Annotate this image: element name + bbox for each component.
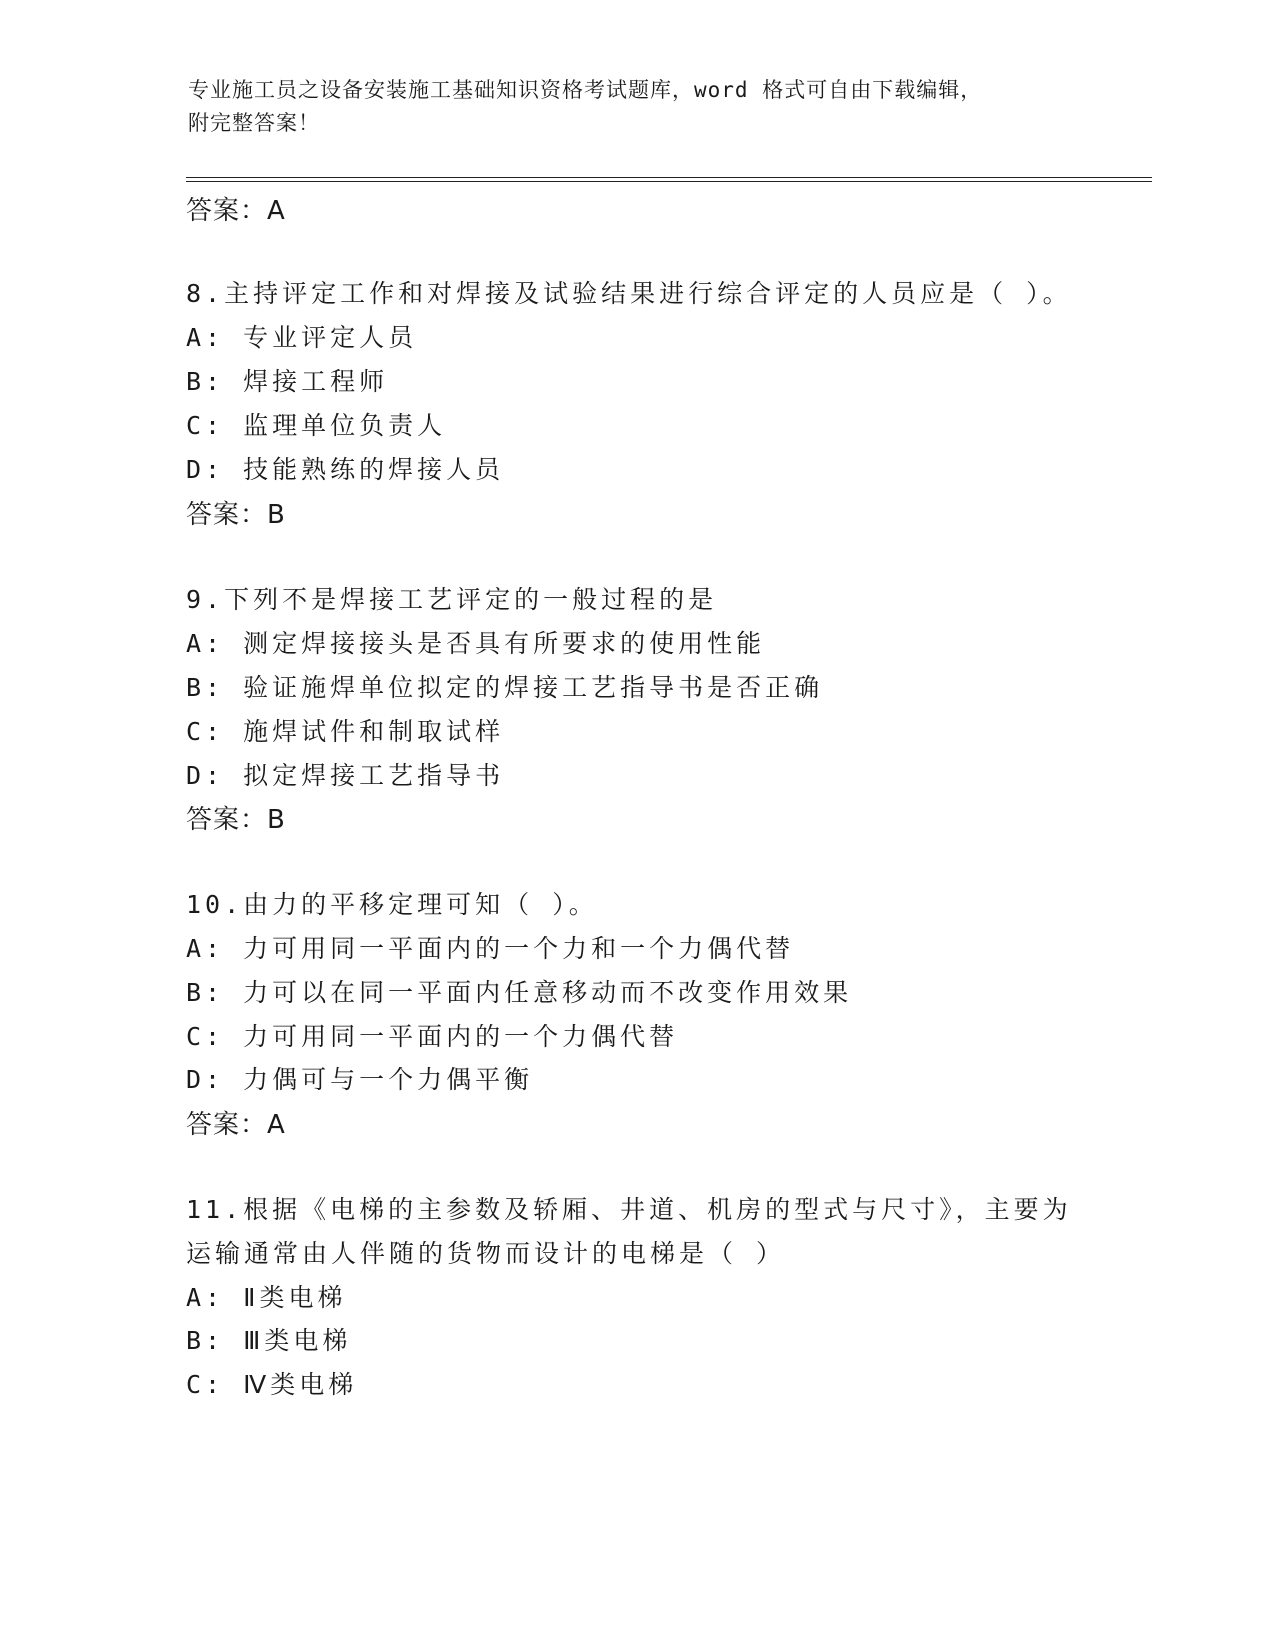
option-a: A: 力可用同一平面内的一个力和一个力偶代替 (186, 934, 795, 963)
option-b: B: Ⅲ类电梯 (186, 1326, 352, 1355)
option-d: D: 力偶可与一个力偶平衡 (186, 1065, 534, 1094)
option-c: C: 施焊试件和制取试样 (186, 717, 505, 746)
answer-line: 答案：A (186, 1110, 286, 1140)
option-a: A: Ⅱ类电梯 (186, 1283, 347, 1312)
option-c: C: Ⅳ类电梯 (186, 1370, 358, 1399)
option-c: C: 力可用同一平面内的一个力偶代替 (186, 1022, 679, 1051)
document-header (188, 74, 1088, 140)
option-b: B: 焊接工程师 (186, 367, 389, 396)
option-b: B: 力可以在同一平面内任意移动而不改变作用效果 (186, 978, 853, 1007)
header-line-2: 附完整答案！ (188, 111, 320, 135)
header-line-1: 专业施工员之设备安装施工基础知识资格考试题库，word 格式可自由下载编辑， (188, 78, 983, 102)
question-stem-continued: 运输通常由人伴随的货物而设计的电梯是（ ） (186, 1239, 786, 1268)
question-stem: 8.主持评定工作和对焊接及试验结果进行综合评定的人员应是（ ）。 (186, 279, 1072, 308)
answer-line: 答案：B (186, 805, 286, 835)
question-stem: 9.下列不是焊接工艺评定的一般过程的是 (186, 585, 718, 614)
answer-line: 答案：A (186, 196, 286, 226)
option-d: D: 拟定焊接工艺指导书 (186, 761, 505, 790)
header-divider (186, 177, 1152, 182)
question-stem: 10.由力的平移定理可知（ ）。 (186, 890, 598, 919)
option-b: B: 验证施焊单位拟定的焊接工艺指导书是否正确 (186, 673, 824, 702)
option-a: A: 专业评定人员 (186, 323, 418, 352)
option-a: A: 测定焊接接头是否具有所要求的使用性能 (186, 629, 766, 658)
option-c: C: 监理单位负责人 (186, 411, 447, 440)
question-stem: 11.根据《电梯的主参数及轿厢、井道、机房的型式与尺寸》，主要为 (186, 1195, 1072, 1224)
answer-line: 答案：B (186, 500, 286, 530)
option-d: D: 技能熟练的焊接人员 (186, 455, 505, 484)
